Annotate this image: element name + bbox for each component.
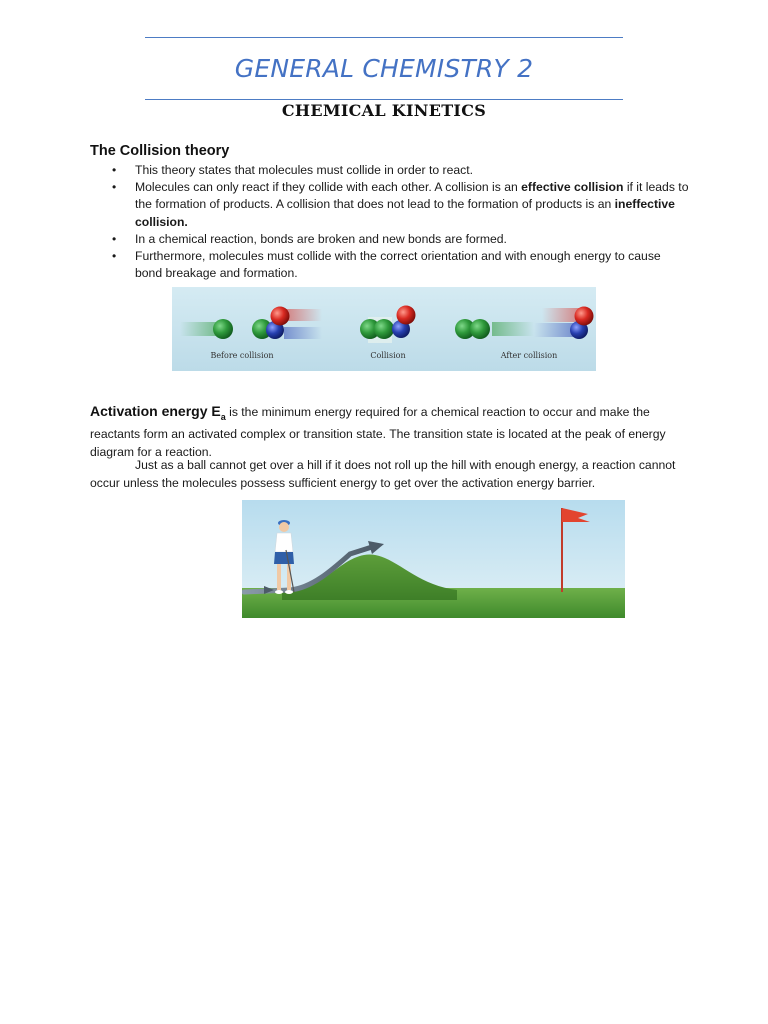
activation-energy-paragraph: Activation energy $E_a$ is the minimum energy required for a chemical reaction to occur and make the reactants form an activated complex or transition state. The transition state is located at the peak of energy diagram for a reaction. — [90, 403, 666, 459]
bullet-dot-icon: • — [112, 249, 117, 264]
bullet-dot-icon: • — [112, 180, 117, 195]
bullet-item: • Molecules can only react if they collide with each other. A collision is an effective collision if it leads to the formation of products. A collision that does not lead to the formation of products is an ineffective collision. — [112, 180, 689, 229]
bullet-dot-icon: • — [112, 231, 117, 246]
page-subtitle: CHEMICAL KINETICS — [281, 101, 487, 120]
bullet-item: • In a chemical reaction, bonds are broken and new bonds are formed. — [90, 231, 690, 248]
term-effective-collision: effective collision — [521, 180, 624, 195]
figure-label-collision: Collision — [370, 351, 406, 360]
bullet-item: • This theory states that molecules must collide in order to react. — [90, 162, 690, 179]
figure-label-after: After collision — [500, 351, 558, 360]
bullet-item: • Furthermore, molecules must collide with the correct orientation and with enough energy to cause bond breakage and formation. — [112, 249, 661, 281]
ball-hill-paragraph: Just as a ball cannot get over a hill if it does not roll up the hill with enough energy, a reaction cannot occur unless the molecules possess sufficient energy to get over the activation energy barrier. — [90, 458, 676, 490]
figure-label-before: Before collision — [210, 351, 274, 360]
golf-hill-figure — [242, 500, 625, 618]
section-heading-collision-theory: The Collision theory — [90, 143, 230, 159]
header-rule-top — [145, 37, 623, 38]
header-rule-bottom — [145, 99, 623, 100]
bullet-dot-icon: • — [112, 163, 117, 177]
term-activation-energy: Activation energy $E_a$ — [90, 403, 226, 422]
page-title: GENERAL CHEMISTRY 2 — [234, 54, 534, 83]
term-ineffective-collision: ineffective collision. — [135, 197, 675, 229]
collision-theory-bullets — [90, 162, 690, 282]
collision-figure — [172, 287, 596, 371]
